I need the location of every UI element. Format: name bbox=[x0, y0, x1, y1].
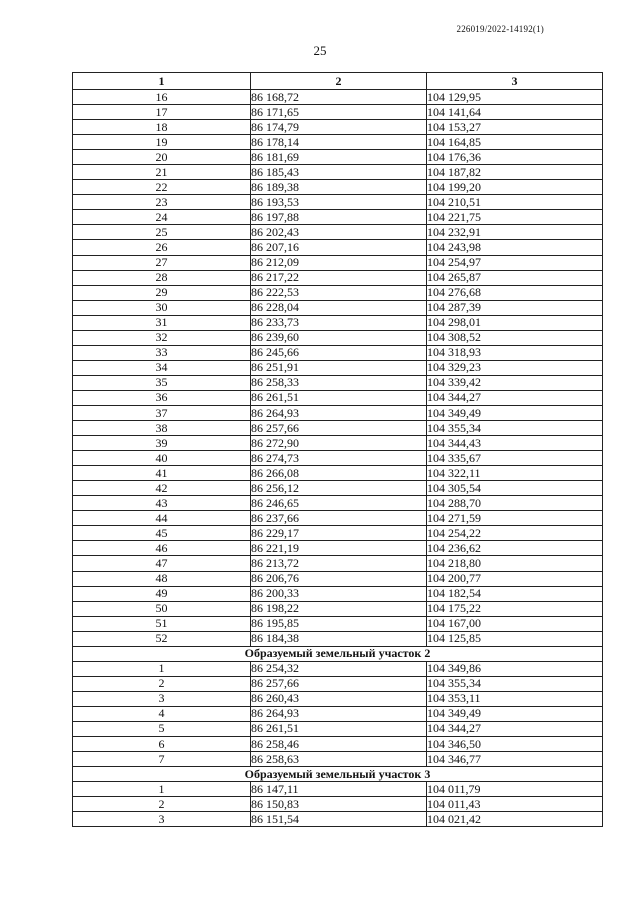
coordinate-y-cell: 104 355,34 bbox=[427, 421, 603, 436]
table-row bbox=[73, 150, 603, 165]
coordinate-x-cell: 86 233,73 bbox=[251, 315, 427, 330]
table-row bbox=[73, 496, 603, 511]
section-title: Образуемый земельный участок 2 bbox=[73, 646, 603, 661]
point-number-cell: 27 bbox=[73, 255, 251, 270]
table-row bbox=[73, 797, 603, 812]
table-row bbox=[73, 586, 603, 601]
table-row bbox=[73, 255, 603, 270]
point-number-cell: 38 bbox=[73, 421, 251, 436]
table-row bbox=[73, 737, 603, 752]
table-row bbox=[73, 210, 603, 225]
point-number-cell: 3 bbox=[73, 691, 251, 706]
coordinate-x-cell: 86 239,60 bbox=[251, 330, 427, 345]
point-number-cell: 44 bbox=[73, 511, 251, 526]
table-body bbox=[73, 90, 603, 827]
coordinate-y-cell: 104 335,67 bbox=[427, 451, 603, 466]
table-row bbox=[73, 135, 603, 150]
table-row bbox=[73, 390, 603, 405]
table-row bbox=[73, 526, 603, 541]
table-row bbox=[73, 421, 603, 436]
coordinate-x-cell: 86 213,72 bbox=[251, 556, 427, 571]
point-number-cell: 41 bbox=[73, 466, 251, 481]
table-row bbox=[73, 300, 603, 315]
coordinate-y-cell: 104 243,98 bbox=[427, 240, 603, 255]
column-header-2: 2 bbox=[251, 73, 427, 90]
table-row bbox=[73, 812, 603, 827]
coordinate-y-cell: 104 164,85 bbox=[427, 135, 603, 150]
coordinate-x-cell: 86 189,38 bbox=[251, 180, 427, 195]
section-title-row bbox=[73, 767, 603, 782]
coordinate-y-cell: 104 305,54 bbox=[427, 481, 603, 496]
coordinate-x-cell: 86 257,66 bbox=[251, 421, 427, 436]
point-number-cell: 34 bbox=[73, 360, 251, 375]
coordinate-x-cell: 86 195,85 bbox=[251, 616, 427, 631]
table-row bbox=[73, 195, 603, 210]
point-number-cell: 19 bbox=[73, 135, 251, 150]
coordinate-x-cell: 86 229,17 bbox=[251, 526, 427, 541]
coordinate-x-cell: 86 168,72 bbox=[251, 90, 427, 105]
coordinate-y-cell: 104 254,97 bbox=[427, 255, 603, 270]
table-row bbox=[73, 180, 603, 195]
table-row bbox=[73, 436, 603, 451]
coordinate-x-cell: 86 254,32 bbox=[251, 661, 427, 676]
coordinate-x-cell: 86 202,43 bbox=[251, 225, 427, 240]
coordinate-x-cell: 86 171,65 bbox=[251, 105, 427, 120]
coordinate-x-cell: 86 251,91 bbox=[251, 360, 427, 375]
point-number-cell: 3 bbox=[73, 812, 251, 827]
coordinate-y-cell: 104 346,77 bbox=[427, 752, 603, 767]
point-number-cell: 20 bbox=[73, 150, 251, 165]
table-row bbox=[73, 120, 603, 135]
point-number-cell: 50 bbox=[73, 601, 251, 616]
table-row bbox=[73, 345, 603, 360]
coordinate-x-cell: 86 174,79 bbox=[251, 120, 427, 135]
coordinate-y-cell: 104 276,68 bbox=[427, 285, 603, 300]
point-number-cell: 1 bbox=[73, 782, 251, 797]
table-row bbox=[73, 571, 603, 586]
point-number-cell: 30 bbox=[73, 300, 251, 315]
coordinate-x-cell: 86 274,73 bbox=[251, 451, 427, 466]
table-row bbox=[73, 90, 603, 105]
coordinates-table bbox=[72, 72, 603, 827]
table-row bbox=[73, 375, 603, 390]
coordinate-x-cell: 86 237,66 bbox=[251, 511, 427, 526]
coordinate-x-cell: 86 181,69 bbox=[251, 150, 427, 165]
table-row bbox=[73, 721, 603, 736]
point-number-cell: 35 bbox=[73, 375, 251, 390]
coordinate-x-cell: 86 217,22 bbox=[251, 270, 427, 285]
table-row bbox=[73, 616, 603, 631]
coordinate-x-cell: 86 258,46 bbox=[251, 737, 427, 752]
table-row bbox=[73, 481, 603, 496]
point-number-cell: 51 bbox=[73, 616, 251, 631]
point-number-cell: 7 bbox=[73, 752, 251, 767]
point-number-cell: 32 bbox=[73, 330, 251, 345]
point-number-cell: 47 bbox=[73, 556, 251, 571]
point-number-cell: 2 bbox=[73, 797, 251, 812]
point-number-cell: 17 bbox=[73, 105, 251, 120]
point-number-cell: 26 bbox=[73, 240, 251, 255]
coordinate-x-cell: 86 198,22 bbox=[251, 601, 427, 616]
coordinate-y-cell: 104 167,00 bbox=[427, 616, 603, 631]
table-row bbox=[73, 466, 603, 481]
coordinate-x-cell: 86 245,66 bbox=[251, 345, 427, 360]
coordinate-x-cell: 86 206,76 bbox=[251, 571, 427, 586]
coordinate-x-cell: 86 272,90 bbox=[251, 436, 427, 451]
coordinate-x-cell: 86 212,09 bbox=[251, 255, 427, 270]
coordinate-x-cell: 86 184,38 bbox=[251, 631, 427, 646]
table-row bbox=[73, 105, 603, 120]
coordinate-x-cell: 86 258,63 bbox=[251, 752, 427, 767]
point-number-cell: 16 bbox=[73, 90, 251, 105]
coordinate-y-cell: 104 141,64 bbox=[427, 105, 603, 120]
table-row bbox=[73, 691, 603, 706]
section-title-row bbox=[73, 646, 603, 661]
coordinate-x-cell: 86 222,53 bbox=[251, 285, 427, 300]
table-row bbox=[73, 315, 603, 330]
page-number: 25 bbox=[313, 43, 327, 58]
coordinate-y-cell: 104 182,54 bbox=[427, 586, 603, 601]
coordinate-y-cell: 104 298,01 bbox=[427, 315, 603, 330]
point-number-cell: 21 bbox=[73, 165, 251, 180]
document-number: 226019/2022-14192(1) bbox=[456, 24, 544, 34]
table-row bbox=[73, 405, 603, 420]
point-number-cell: 22 bbox=[73, 180, 251, 195]
coordinate-y-cell: 104 011,79 bbox=[427, 782, 603, 797]
table-row bbox=[73, 631, 603, 646]
column-header-3: 3 bbox=[427, 73, 603, 90]
point-number-cell: 24 bbox=[73, 210, 251, 225]
table-row bbox=[73, 782, 603, 797]
coordinate-y-cell: 104 318,93 bbox=[427, 345, 603, 360]
coordinate-y-cell: 104 153,27 bbox=[427, 120, 603, 135]
point-number-cell: 31 bbox=[73, 315, 251, 330]
table-row bbox=[73, 270, 603, 285]
point-number-cell: 46 bbox=[73, 541, 251, 556]
coordinate-y-cell: 104 287,39 bbox=[427, 300, 603, 315]
coordinate-y-cell: 104 199,20 bbox=[427, 180, 603, 195]
point-number-cell: 25 bbox=[73, 225, 251, 240]
coordinate-x-cell: 86 197,88 bbox=[251, 210, 427, 225]
coordinate-x-cell: 86 151,54 bbox=[251, 812, 427, 827]
coordinate-x-cell: 86 260,43 bbox=[251, 691, 427, 706]
point-number-cell: 29 bbox=[73, 285, 251, 300]
point-number-cell: 23 bbox=[73, 195, 251, 210]
coordinate-x-cell: 86 221,19 bbox=[251, 541, 427, 556]
coordinate-x-cell: 86 246,65 bbox=[251, 496, 427, 511]
point-number-cell: 48 bbox=[73, 571, 251, 586]
coordinate-y-cell: 104 021,42 bbox=[427, 812, 603, 827]
section-title: Образуемый земельный участок 3 bbox=[73, 767, 603, 782]
coordinate-y-cell: 104 271,59 bbox=[427, 511, 603, 526]
coordinate-x-cell: 86 147,11 bbox=[251, 782, 427, 797]
table-row bbox=[73, 752, 603, 767]
table-row bbox=[73, 285, 603, 300]
coordinate-y-cell: 104 349,49 bbox=[427, 405, 603, 420]
coordinate-y-cell: 104 232,91 bbox=[427, 225, 603, 240]
point-number-cell: 42 bbox=[73, 481, 251, 496]
coordinate-y-cell: 104 221,75 bbox=[427, 210, 603, 225]
point-number-cell: 52 bbox=[73, 631, 251, 646]
coordinate-y-cell: 104 349,86 bbox=[427, 661, 603, 676]
point-number-cell: 49 bbox=[73, 586, 251, 601]
coordinate-y-cell: 104 355,34 bbox=[427, 676, 603, 691]
coordinate-x-cell: 86 261,51 bbox=[251, 390, 427, 405]
coordinate-x-cell: 86 193,53 bbox=[251, 195, 427, 210]
table-row bbox=[73, 541, 603, 556]
point-number-cell: 37 bbox=[73, 405, 251, 420]
coordinate-y-cell: 104 236,62 bbox=[427, 541, 603, 556]
coordinate-y-cell: 104 218,80 bbox=[427, 556, 603, 571]
point-number-cell: 18 bbox=[73, 120, 251, 135]
coordinate-y-cell: 104 125,85 bbox=[427, 631, 603, 646]
point-number-cell: 1 bbox=[73, 661, 251, 676]
coordinate-x-cell: 86 207,16 bbox=[251, 240, 427, 255]
coordinate-x-cell: 86 264,93 bbox=[251, 706, 427, 721]
table-row bbox=[73, 706, 603, 721]
point-number-cell: 4 bbox=[73, 706, 251, 721]
coordinate-y-cell: 104 344,27 bbox=[427, 721, 603, 736]
table-row bbox=[73, 511, 603, 526]
header-row bbox=[73, 73, 603, 90]
coordinate-y-cell: 104 344,43 bbox=[427, 436, 603, 451]
coordinate-y-cell: 104 346,50 bbox=[427, 737, 603, 752]
table-row bbox=[73, 165, 603, 180]
coordinate-x-cell: 86 261,51 bbox=[251, 721, 427, 736]
table-row bbox=[73, 360, 603, 375]
coordinate-x-cell: 86 256,12 bbox=[251, 481, 427, 496]
coordinate-y-cell: 104 187,82 bbox=[427, 165, 603, 180]
coordinate-y-cell: 104 254,22 bbox=[427, 526, 603, 541]
point-number-cell: 33 bbox=[73, 345, 251, 360]
table-header bbox=[73, 73, 603, 90]
table-row bbox=[73, 661, 603, 676]
coordinate-y-cell: 104 308,52 bbox=[427, 330, 603, 345]
coordinate-y-cell: 104 176,36 bbox=[427, 150, 603, 165]
point-number-cell: 45 bbox=[73, 526, 251, 541]
coordinate-y-cell: 104 129,95 bbox=[427, 90, 603, 105]
coordinate-y-cell: 104 353,11 bbox=[427, 691, 603, 706]
coordinate-x-cell: 86 258,33 bbox=[251, 375, 427, 390]
coordinate-y-cell: 104 210,51 bbox=[427, 195, 603, 210]
point-number-cell: 6 bbox=[73, 737, 251, 752]
coordinate-y-cell: 104 011,43 bbox=[427, 797, 603, 812]
coordinate-x-cell: 86 266,08 bbox=[251, 466, 427, 481]
coordinate-y-cell: 104 339,42 bbox=[427, 375, 603, 390]
point-number-cell: 36 bbox=[73, 390, 251, 405]
coordinate-y-cell: 104 349,49 bbox=[427, 706, 603, 721]
coordinate-x-cell: 86 257,66 bbox=[251, 676, 427, 691]
coordinate-y-cell: 104 265,87 bbox=[427, 270, 603, 285]
column-header-1: 1 bbox=[73, 73, 251, 90]
coordinate-x-cell: 86 185,43 bbox=[251, 165, 427, 180]
point-number-cell: 2 bbox=[73, 676, 251, 691]
coordinate-y-cell: 104 200,77 bbox=[427, 571, 603, 586]
coordinate-x-cell: 86 150,83 bbox=[251, 797, 427, 812]
point-number-cell: 40 bbox=[73, 451, 251, 466]
coordinate-y-cell: 104 322,11 bbox=[427, 466, 603, 481]
table-row bbox=[73, 556, 603, 571]
table-row bbox=[73, 676, 603, 691]
coordinate-x-cell: 86 228,04 bbox=[251, 300, 427, 315]
point-number-cell: 5 bbox=[73, 721, 251, 736]
point-number-cell: 28 bbox=[73, 270, 251, 285]
coordinate-y-cell: 104 288,70 bbox=[427, 496, 603, 511]
table-row bbox=[73, 330, 603, 345]
point-number-cell: 39 bbox=[73, 436, 251, 451]
table-row bbox=[73, 225, 603, 240]
table-row bbox=[73, 451, 603, 466]
coordinate-x-cell: 86 200,33 bbox=[251, 586, 427, 601]
point-number-cell: 43 bbox=[73, 496, 251, 511]
table-row bbox=[73, 601, 603, 616]
coordinate-y-cell: 104 175,22 bbox=[427, 601, 603, 616]
coordinate-x-cell: 86 178,14 bbox=[251, 135, 427, 150]
coordinate-x-cell: 86 264,93 bbox=[251, 405, 427, 420]
coordinate-y-cell: 104 344,27 bbox=[427, 390, 603, 405]
coordinate-y-cell: 104 329,23 bbox=[427, 360, 603, 375]
table-row bbox=[73, 240, 603, 255]
